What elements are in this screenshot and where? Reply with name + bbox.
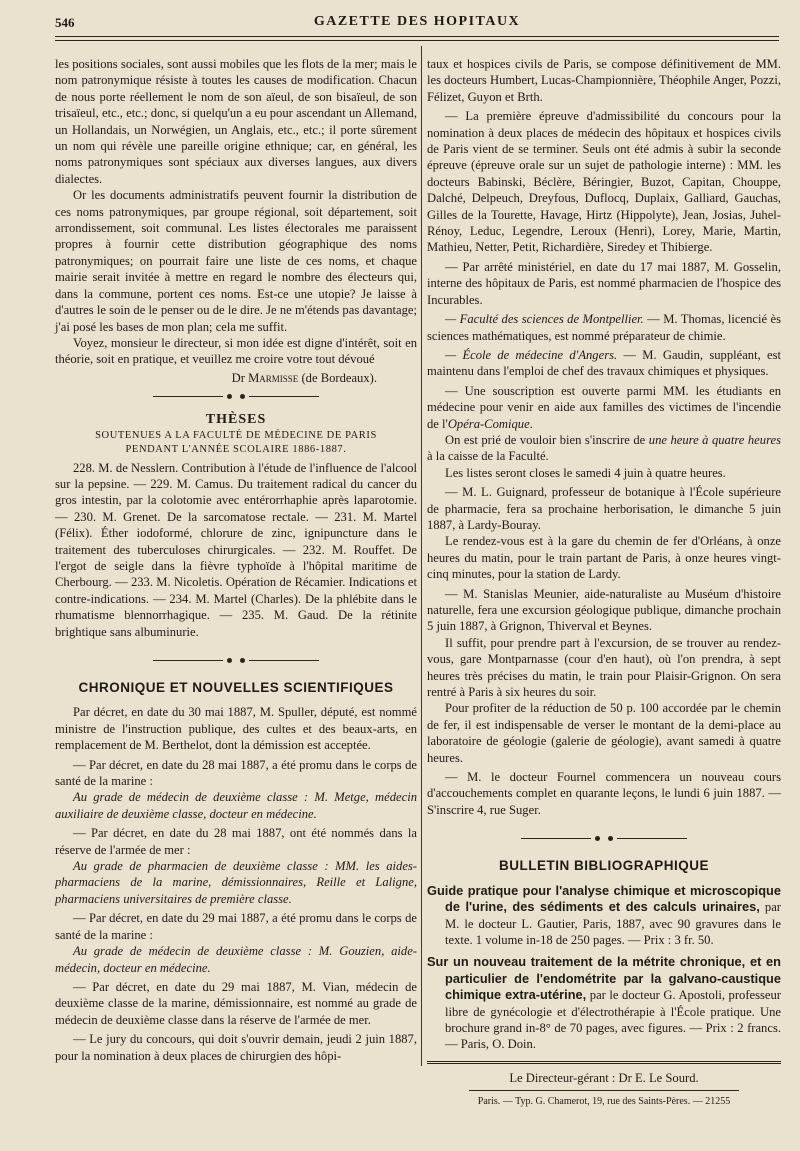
signature: Dr Marmisse (de Bordeaux). — [231, 370, 377, 385]
news-item: Les listes seront closes le samedi 4 juin à quatre heures. — [445, 465, 726, 480]
news-item: Il suffit, pour prendre part à l'excursion, de se trouver au rendez-vous, gare Montparnasse (cour d'en haut), où l'on prendra, à sept heures très précises du matin, le train pour Plaisir-Grignon. On sera rentré à Paris à six heures du soir. — [427, 635, 781, 700]
director-line: Le Directeur-gérant : Dr E. Le Sourd. — [509, 1070, 699, 1085]
news-item: — Par décret, en date du 28 mai 1887, a été promu dans le corps de santé de la marine : — [55, 757, 417, 789]
bulletin-heading: BULLETIN BIBLIOGRAPHIQUE — [499, 858, 709, 874]
news-item: On est prié de vouloir bien s'inscrire de une heure à quatre heures à la caisse de la Faculté. — [427, 432, 781, 464]
theses-heading: THÈSES — [205, 412, 267, 428]
news-item: Au grade de médecin de deuxième classe : M. Gouzien, aide-médecin, docteur en médecine. — [55, 944, 417, 975]
news-item: Au grade de médecin de deuxième classe : M. Metge, médecin auxiliaire de deuxième classe, docteur en médecine. — [55, 790, 417, 821]
news-item: Pour profiter de la réduction de 50 p. 100 accordée par le chemin de fer, il est indispensable de verser le montant de la demi-place au laboratoire de géologie (galerie de géologie), avant samedi à quatre heures. — [427, 701, 781, 765]
bibliography-entry: Guide pratique pour l'analyse chimique et microscopique de l'urine, des sédiments et des calculs urinaires, par M. le docteur L. Gautier, Paris, 1887, avec 90 gravures dans le texte. 1 volume in-18 de 250 pages. — Prix : 3 fr. 50. — [427, 882, 782, 947]
theses-subheading: SOUTENUES A LA FACULTÉ DE MÉDECINE DE PARIS — [95, 429, 377, 441]
paragraph: les positions sociales, sont aussi mobiles que les flots de la mer; mais le nom patronymique résiste à toutes les causes de modification. Chacun de nous porte réellement le nom de son aïeul, de son bisaïeul, de son trisaïeul, etc., etc.; donc, si quelqu'un a eu pour ascendant un Allemand, un Hollandais, un Norwégien, un Anglais, etc., etc.; il porte sûrement un nom qui révèle une pareille origine ethnique; car, en général, les noms patronymiques sont spéciaux aux diverses langues, aux divers dialectes. — [55, 57, 417, 186]
imprint-line: Paris. — Typ. G. Chamerot, 19, rue des Saints-Pères. — 21255 — [469, 1090, 739, 1110]
news-item: — Une souscription est ouverte parmi MM. les étudiants en médecine pour venir en aide aux familles des victimes de l'incendie de l'Opéra-Comique. — [427, 383, 781, 431]
news-item: — Le jury du concours, qui doit s'ouvrir demain, jeudi 2 juin 1887, pour la nomination à deux places de chirurgien des hôpi- — [55, 1032, 417, 1063]
header-rule — [55, 36, 779, 37]
right-column — [427, 56, 781, 1111]
theses-list: 228. M. de Nesslern. Contribution à l'étude de l'influence de l'alcool sur la pepsine. — 229. M. Camus. Du traitement radical du cancer du gros intestin, par la colotomie avec entérorrhaphie après laparotomie. — 230. M. Grenet. De la sarcomatose rectale. — 231. M. Martel (Félix). Éther iodoformé, chlorure de zinc, ignipuncture dans le traitement des tuberculoses chirurgicales. — 232. M. Rouffet. De l'ergot de seigle dans la fièvre typhoïde à l'hôpital maritime de Cherbourg. — 233. M. Nicoletis. Opération de Récamier. Indications et contre-indications. — 234. M. Martel (Charles). De la phlébite dans le rhumatisme blennorrhagique. — 235. M. Gaud. De la rétinite brightique sans albuminurie. — [55, 460, 417, 639]
news-item: — Par arrêté ministériel, en date du 17 mai 1887, M. Gosselin, interne des hôpitaux de Paris, est nommé pharmacien de l'hospice des Incurables. — [427, 259, 781, 307]
news-item: — Par décret, en date du 29 mai 1887, a été promu dans le corps de santé de la marine : — [55, 911, 417, 942]
section-ornament — [55, 650, 417, 670]
section-ornament — [427, 828, 781, 848]
news-item: — M. le docteur Fournel commencera un nouveau cours d'accouchements complet en quarante leçons, le lundi 6 juin 1887. — S'inscrire 4, rue Suger. — [427, 770, 781, 817]
bibliography-entry: Sur un nouveau traitement de la métrite chronique, et en particulier de l'endométrite par la galvano-caustique chimique extra-utérine, par le docteur G. Apostoli, professeur libre de gynécologie et d'électrothérapie à l'École pratique. Une brochure grand in-8° de 70 pages, avec figures. — Prix : 2 francs. — Paris, O. Doin. — [427, 954, 781, 1052]
news-item: — Par décret, en date du 29 mai 1887, M. Vian, médecin de deuxième classe de la marine, démissionnaire, est nommé au grade de médecin de deuxième classe dans la réserve de l'armée de mer. — [55, 979, 417, 1027]
news-item: — M. Stanislas Meunier, aide-naturaliste au Muséum d'histoire naturelle, fera une excursion géologique publique, dimanche prochain 5 juin 1887, à Grignon, Thiverval et Beynes. — [427, 586, 781, 634]
theses-subheading-2: PENDANT L'ANNÉE SCOLAIRE 1886-1887. — [125, 443, 347, 455]
column-separator — [421, 46, 422, 1066]
news-item: — La première épreuve d'admissibilité du concours pour la nomination à deux places de médecin des hôpitaux et hospices civils de Paris vient de se terminer. Seuls ont été admis à subir la seconde épreuve (épreuve orale sur un sujet de pathologie interne) : MM. les docteurs Babinski, Béclère, Béringier, Buzot, Capitan, Chouppe, Dalché, Delpeuch, Dreyfous, Duflocq, Duplaix, Galliard, Gauchas, Gilles de la Tourette, Havage, Hirtz (Hippolyte), Jean, Josias, Juhel-Rénoy, Leduc, Legendre, Leroux (Henri), Lorey, Marie, Martin, Mathieu, Netter, Petit, Richardière, Siredey et Thibierge. — [427, 109, 781, 255]
news-item: — Faculté des sciences de Montpellier. — M. Thomas, licencié ès sciences mathématiques, est nommé préparateur de chimie. — [427, 312, 781, 343]
news-item: Le rendez-vous est à la gare du chemin de fer d'Orléans, à onze heures du matin, pour le train partant de Paris, à onze heures vingt-cinq minutes, pour la station de Lardy. — [427, 534, 781, 582]
paragraph: Or les documents administratifs peuvent fournir la distribution de ces noms patronymiques, par groupe régional, soit département, soit arrondissement, soit communal. Les listes électorales me paraissent propres à fournir cette distribution géographique des noms patronymiques; on pourrait faire une liste de ces noms, et chaque mairie serait invitée à mettre en regard le nombre des électeurs qui, dans la commune, portent ces noms. Est-ce une utopie? Je laisse à d'autres le soin de le penser ou de le dire. Je ne m'étends pas davantage; j'ai posé les bases de mon plan; cela me suffit. — [55, 188, 417, 334]
header-rule-2 — [55, 40, 779, 41]
footer-rule — [427, 1061, 781, 1064]
news-item: Au grade de pharmacien de deuxième classe : MM. les aides-pharmaciens de la marine, démissionnaires, Reille et Laligne, pharmaciens universitaires de première classe. — [55, 859, 417, 906]
news-item: taux et hospices civils de Paris, se compose définitivement de MM. les docteurs Humbert, Lucas-Championnière, Théophile Anger, Pozzi, Félizet, Guyon et Brth. — [427, 57, 781, 104]
news-item: — Par décret, en date du 28 mai 1887, ont été nommés dans la réserve de l'armée de mer : — [55, 826, 417, 857]
page-header — [55, 14, 779, 32]
page-number: 546 — [55, 15, 75, 30]
news-item: — M. L. Guignard, professeur de botanique à l'École supérieure de pharmacie, fera sa prochaine herborisation, le dimanche 5 juin 1887, à Lardy-Bouray. — [427, 485, 781, 532]
paragraph: Voyez, monsieur le directeur, si mon idée est digne d'intérêt, soit en théorie, soit en pratique, et veuillez me croire votre tout dévoué — [55, 335, 417, 367]
section-ornament — [55, 386, 417, 406]
chronique-heading: CHRONIQUE ET NOUVELLES SCIENTIFIQUES — [78, 680, 394, 695]
news-item: — École de médecine d'Angers. — M. Gaudin, suppléant, est maintenu dans l'emploi de chef des travaux chimiques et physiques. — [427, 347, 781, 379]
journal-title: GAZETTE DES HOPITAUX — [313, 14, 521, 29]
left-column — [55, 56, 417, 1064]
news-item: Par décret, en date du 30 mai 1887, M. Spuller, député, est nommé ministre de l'instruction publique, des cultes et des beaux-arts, en remplacement de M. Berthelot, dont la démission est acceptée. — [55, 705, 417, 753]
